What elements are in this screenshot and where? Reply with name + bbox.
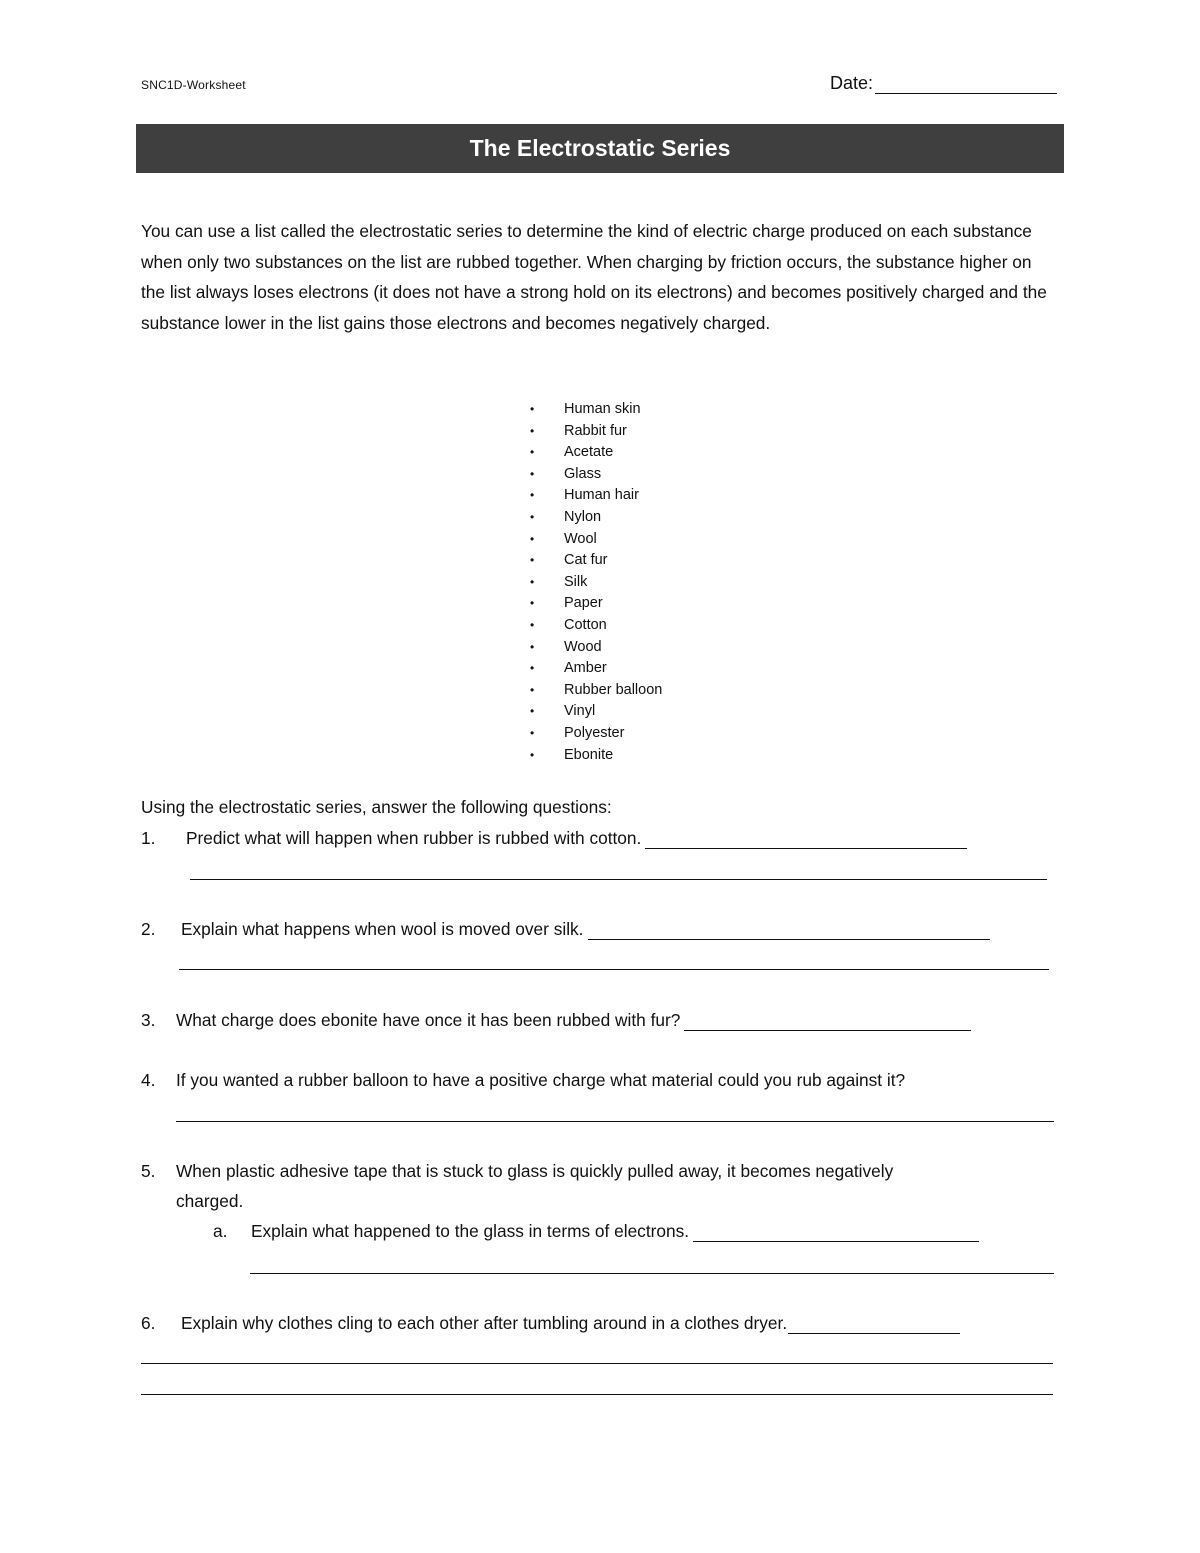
list-item: • Human skin (530, 399, 662, 421)
list-item: • Wood (530, 637, 662, 659)
electrostatic-series-list (530, 399, 662, 766)
list-item: • Wool (530, 529, 662, 551)
date-field (830, 73, 1057, 94)
date-blank[interactable] (875, 74, 1057, 94)
answer-blank[interactable] (588, 921, 990, 940)
list-item: • Nylon (530, 507, 662, 529)
question-5 (141, 1161, 893, 1182)
question-5-continued: charged. (176, 1191, 244, 1211)
answer-blank[interactable] (645, 830, 967, 849)
question-number: 4. (141, 1070, 156, 1090)
answer-blank[interactable] (693, 1223, 979, 1242)
question-text: If you wanted a rubber balloon to have a positive charge what material could you rub against it? (176, 1070, 906, 1090)
list-item: • Rabbit fur (530, 421, 662, 443)
bullet-icon: • (530, 531, 535, 546)
bullet-icon: • (530, 704, 535, 719)
bullet-icon: • (530, 574, 535, 589)
answer-line[interactable] (141, 1394, 1053, 1395)
answer-blank[interactable] (684, 1012, 971, 1031)
answer-line[interactable] (176, 1121, 1054, 1122)
answer-line[interactable] (250, 1273, 1054, 1274)
question-number: 2. (141, 919, 156, 939)
answer-line[interactable] (179, 969, 1049, 970)
bullet-icon: • (530, 661, 535, 676)
list-item: • Acetate (530, 442, 662, 464)
list-item: • Silk (530, 572, 662, 594)
list-item: • Paper (530, 593, 662, 615)
course-label: SNC1D-Worksheet (141, 78, 246, 92)
question-text: When plastic adhesive tape that is stuck to glass is quickly pulled away, it becomes negatively (176, 1161, 894, 1181)
question-text: What charge does ebonite have once it has been rubbed with fur? (176, 1010, 681, 1030)
list-item: • Human hair (530, 485, 662, 507)
question-1 (141, 828, 967, 849)
question-number: 6. (141, 1313, 156, 1333)
question-text: Predict what will happen when rubber is rubbed with cotton. (186, 828, 642, 848)
bullet-icon: • (530, 617, 535, 632)
list-item: • Glass (530, 464, 662, 486)
question-number: 1. (141, 828, 156, 848)
intro-paragraph: You can use a list called the electrostatic series to determine the kind of electric charge produced on each substance when only two substances on the list are rubbed together. When charging by friction occurs, the substance higher on the list always loses electrons (it does not have a strong hold on its electrons) and becomes positively charged and the substance lower in the list gains those electrons and becomes negatively charged. (141, 221, 1047, 333)
bullet-icon: • (530, 553, 535, 568)
question-3 (141, 1010, 971, 1031)
question-text: Explain what happens when wool is moved over silk. (181, 919, 584, 939)
page-title: The Electrostatic Series (469, 135, 731, 161)
bullet-icon: • (530, 639, 535, 654)
bullet-icon: • (530, 466, 535, 481)
bullet-icon: • (530, 423, 535, 438)
question-6 (141, 1313, 960, 1334)
answer-blank[interactable] (788, 1315, 960, 1334)
bullet-icon: • (530, 725, 535, 740)
question-number: 5. (141, 1161, 156, 1181)
question-number: 3. (141, 1010, 156, 1030)
questions-intro: Using the electrostatic series, answer the following questions: (141, 797, 612, 817)
question-2 (141, 919, 990, 940)
list-item: • Amber (530, 658, 662, 680)
list-item: • Cotton (530, 615, 662, 637)
answer-line[interactable] (141, 1363, 1053, 1364)
bullet-icon: • (530, 488, 535, 503)
bullet-icon: • (530, 402, 535, 416)
list-item: • Vinyl (530, 701, 662, 723)
list-item: • Polyester (530, 723, 662, 745)
bullet-icon: • (530, 682, 535, 697)
answer-line[interactable] (190, 879, 1047, 880)
bullet-icon: • (530, 596, 535, 611)
title-bar (136, 124, 1064, 173)
list-item: • Cat fur (530, 550, 662, 572)
question-4 (141, 1070, 905, 1091)
question-5a (213, 1221, 979, 1242)
bullet-icon: • (530, 445, 535, 460)
question-text: Explain why clothes cling to each other after tumbling around in a clothes dryer. (181, 1313, 788, 1333)
list-item: • Ebonite (530, 745, 662, 767)
bullet-icon: • (530, 747, 535, 762)
date-label: Date: (830, 73, 874, 93)
sub-question-letter: a. (213, 1221, 228, 1241)
bullet-icon: • (530, 509, 535, 524)
list-item: • Rubber balloon (530, 680, 662, 702)
sub-question-text: Explain what happened to the glass in terms of electrons. (251, 1221, 690, 1241)
